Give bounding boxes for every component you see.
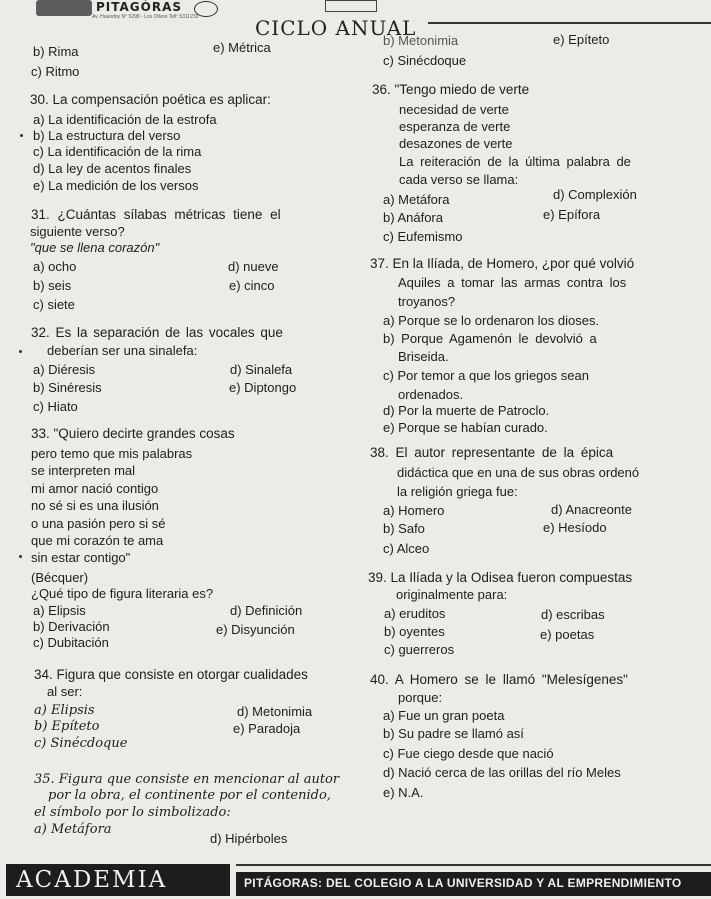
q32-stem-line1: 32. Es la separación de las vocales que [31,325,283,340]
q36-poem-line1: necesidad de verte [399,102,509,117]
q33-option-d: d) Definición [230,603,303,618]
q40-stem-line2: porque: [398,690,443,705]
q33-author: (Bécquer) [31,570,89,585]
q33-poem-line3: mi amor nació contigo [31,481,159,496]
q30-option-d: d) La ley de acentos finales [33,161,192,176]
q32-option-c: c) Hiato [33,399,78,414]
q33-option-c: c) Dubitación [33,635,109,650]
q36-option-e: e) Epífora [543,207,601,222]
q33-question: ¿Qué tipo de figura literaria es? [31,586,214,601]
header-box [325,0,377,12]
q30-option-e: e) La medición de los versos [33,178,199,193]
q37-option-c-cont: ordenados. [398,387,464,402]
q38-option-a: a) Homero [383,503,445,518]
q31-quote: "que se llena corazón" [30,240,160,255]
q33-poem-line4: no sé si es una ilusión [31,498,159,513]
q33-poem-line7: sin estar contigo" [31,550,131,565]
q32-option-e: e) Diptongo [229,380,297,395]
q40-option-a: a) Fue un gran poeta [383,708,505,723]
q31-option-e: e) cinco [229,278,275,293]
q36-stem-end2: cada verso se llama: [399,172,519,187]
q39-option-a: a) eruditos [384,606,446,621]
q38-stem-line2: didáctica que en una de sus obras ordenó [397,465,640,480]
footer-divider [236,864,711,866]
q36-option-d: d) Complexión [553,187,637,202]
logo-circle-icon [194,1,218,17]
q35-option-a: a) Metáfora [34,822,112,837]
q33-option-b: b) Derivación [33,619,110,634]
q39-stem-line2: originalmente para: [396,587,508,602]
q34-option-d: d) Metonimia [237,704,313,719]
q36-option-a: a) Metáfora [383,192,450,207]
bullet-dot [19,350,22,353]
q36-option-c: c) Eufemismo [383,229,463,244]
q35-option-d: d) Hipérboles [210,831,288,846]
q38-option-d: d) Anacreonte [551,502,632,517]
q38-option-c: c) Alceo [383,541,430,556]
option-b-metonimia: b) Metonimia [383,33,459,48]
q38-stem-line1: 38. El autor representante de la épica [370,445,614,460]
q33-poem-line2: se interpreten mal [31,463,136,478]
q33-stem: 33. "Quiero decirte grandes cosas [31,426,235,441]
q31-option-d: d) nueve [228,259,279,274]
q36-poem-line3: desazones de verte [399,136,513,151]
q38-option-e: e) Hesíodo [543,520,607,535]
logo-subtitle: Av. Huandoy N° 5298 - Los Olivos Telf: 5311233 [92,14,199,20]
q40-stem-line1: 40. A Homero se le llamó "Melesígenes" [370,672,628,687]
q33-poem-line6: que mi corazón te ama [31,533,164,548]
q40-option-d: d) Nació cerca de las orillas del río Meles [383,765,621,780]
q37-option-b: b) Porque Agamenón le devolvió a [383,331,597,346]
q33-poem-line1: pero temo que mis palabras [31,446,193,461]
q37-option-c: c) Por temor a que los griegos sean [383,368,589,383]
q39-option-c: c) guerreros [384,642,455,657]
q36-stem-end: La reiteración de la última palabra de [399,154,631,169]
header-logo [4,0,224,22]
q39-stem-line1: 39. La Ilíada y la Odisea fueron compuestas [368,570,633,585]
option-e-epiteto: e) Epíteto [553,32,610,47]
q35-stem-line1: 35. Figura que consiste en mencionar al autor [34,772,340,787]
q32-option-a: a) Diéresis [33,362,96,377]
q33-poem-line5: o una pasión pero si sé [31,516,166,531]
q33-option-e: e) Disyunción [216,622,295,637]
q37-option-e: e) Porque se habían curado. [383,420,548,435]
q37-option-b-cont: Briseida. [398,349,449,364]
q40-option-c: c) Fue ciego desde que nació [383,746,554,761]
q34-stem-line2: al ser: [47,684,83,699]
q39-option-e: e) poetas [540,627,595,642]
option-e-metrica: e) Métrica [213,40,271,55]
q34-option-b: b) Epíteto [34,719,100,734]
q30-stem: 30. La compensación poética es aplicar: [30,92,271,107]
q33-option-a: a) Elipsis [33,603,86,618]
option-c-ritmo: c) Ritmo [31,64,80,79]
q40-option-e: e) N.A. [383,785,424,800]
q31-stem-line2: siguiente verso? [30,224,125,239]
q31-option-b: b) seis [33,278,72,293]
q34-option-c: c) Sinécdoque [34,736,128,751]
q34-stem-line1: 34. Figura que consiste en otorgar cualidades [34,667,308,682]
logo-text: PITAGÓRAS [96,0,183,14]
q37-stem-line2: Aquiles a tomar las armas contra los [398,275,627,290]
q36-poem-line2: esperanza de verte [399,119,511,134]
logo-emblem [36,0,92,16]
bullet-dot [19,555,22,558]
q36-option-b: b) Anáfora [383,210,443,225]
title-divider [428,22,711,24]
bullet-dot [20,134,23,137]
q31-option-c: c) siete [33,297,75,312]
q37-stem-line3: troyanos? [398,294,456,309]
option-b-rima: b) Rima [33,44,79,59]
footer-tagline: PITÁGORAS: DEL COLEGIO A LA UNIVERSIDAD Y AL EMPRENDIMIENTO [244,876,682,890]
q37-stem-line1: 37. En la Ilíada, de Homero, ¿por qué volvió [370,256,635,271]
q38-stem-line3: la religión griega fue: [397,484,518,499]
q39-option-d: d) escribas [541,607,605,622]
q35-stem-line3: el símbolo por lo simbolizado: [34,805,231,820]
page-title: CICLO ANUAL [255,16,417,40]
q37-option-a: a) Porque se lo ordenaron los dioses. [383,313,600,328]
q31-option-a: a) ocho [33,259,77,274]
q30-option-a: a) La identificación de la estrofa [33,112,217,127]
q34-option-a: a) Elipsis [34,703,95,718]
q38-option-b: b) Safo [383,521,425,536]
q32-stem-line2: deberían ser una sinalefa: [47,343,198,358]
q32-option-d: d) Sinalefa [230,362,293,377]
q36-stem: 36. "Tengo miedo de verte [372,82,530,97]
q30-option-b: b) La estructura del verso [33,128,181,143]
q34-option-e: e) Paradoja [233,721,301,736]
q31-stem-line1: 31. ¿Cuántas sílabas métricas tiene el [31,207,281,222]
q39-option-b: b) oyentes [384,624,445,639]
q40-option-b: b) Su padre se llamó así [383,726,524,741]
q32-option-b: b) Sinéresis [33,380,102,395]
q35-stem-line2: por la obra, el continente por el contenido, [48,788,331,803]
q37-option-d: d) Por la muerte de Patroclo. [383,403,550,418]
option-c-sinecdoque: c) Sinécdoque [383,53,467,68]
footer-academia-label: ACADEMIA [16,867,168,893]
q30-option-c: c) La identificación de la rima [33,144,202,159]
